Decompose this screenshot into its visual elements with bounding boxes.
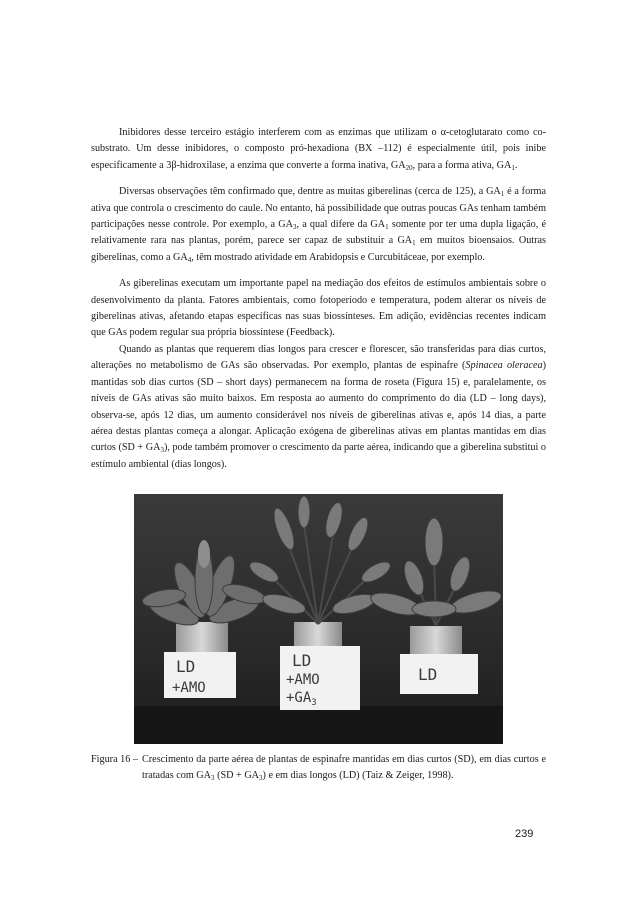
svg-text:+AMO: +AMO (172, 680, 206, 696)
body-text (91, 125, 546, 483)
spinach-photo-drawing (134, 494, 503, 744)
paragraph-spinach: Quando as plantas que requerem dias longos para crescer e florescer, são transferidas para dias curtos, alterações no metabolismo de GAs são observadas. Por exemplo, plantas de espinafre (Spinacea oleracea) mantidas sob dias curtos (SD – short days) permanecem na forma de roseta (Figura 15) e, paralelamente, os níveis de GAs ativas são muito baixos. Em resposta ao aumento do comprimento do dia (LD – long days), observa-se, após 12 dias, um aumento considerável nos níveis de giberelinas ativas e, após 14 dias, a parte aérea destas plantas começa a alongar. Aplicação exógena de giberelinas ativas em plantas mantidas em dias curtos $(SD + GA_3)$, pode também promover o crescimento da parte aérea, indicando que a giberelina substitui o estímulo ambiental (dias longos). (91, 343, 546, 470)
svg-text:LD: LD (292, 651, 312, 670)
paragraph-environment: As giberelinas executam um importante papel na mediação dos efeitos de estímulos ambientais sobre o desenvolvimento da planta. Fatores ambientais, como fotoperíodo e temperatura, podem alterar os níveis de giberelinas ativas, afetando etapas específicas nas suas biossínteses. Em adição, evidências recentes indicam que GAs podem regular sua própria biossíntese (Feedback). (91, 278, 546, 339)
paragraph-ga1: Diversas observações têm confirmado que, dentre as muitas giberelinas (cerca de 125), a $GA_1$ é a forma ativa que controla o crescimento do caule. No entanto, há possibilidade que outras poucas GAs tenham também participações nesse controle. Por exemplo, a $GA_3$, a qual difere da $GA_1$ somente por ter uma dupla ligação, é relativamente rara nas plantas, porém, parece ser capaz de substituir a $GA_1$ em muitos bioensaios. Outras giberelinas, como a $GA_4$, têm mostrado atividade em Arabidopsis e Curcubitáceae, por exemplo. (91, 186, 546, 264)
label-card-ld (400, 654, 478, 694)
label-card-ld-amo-ga3 (280, 646, 360, 710)
caption-text: Crescimento da parte aérea de plantas de espinafre mantidas em dias curtos (SD), em dias curtos e tratadas com $GA_3$ $(SD + GA_3)$ e em dias longos (LD) (Taiz & Zeiger, 1998). (141, 754, 546, 783)
spinach-photo (134, 494, 503, 744)
svg-text:LD: LD (176, 657, 196, 676)
figure-caption (91, 752, 546, 785)
caption-label: Figura 16 – (91, 754, 138, 765)
page-number: 239 (515, 828, 534, 840)
label-card-ld-amo (164, 652, 236, 698)
paragraph-inhibitors: Inibidores desse terceiro estágio interferem com as enzimas que utilizam o α-cetoglutarato como co-substrato. Um desse inibidores, o composto pró-hexadiona (BX –112) é especialmente útil, pois inibe especificamente a 3β-hidroxilase, a enzima que converte a forma inativa, $GA_{20}$, para a forma ativa, $GA_1$. (91, 127, 546, 172)
svg-text:+GA3: $+GA_3$ (286, 690, 317, 708)
svg-text:+AMO: +AMO (286, 672, 320, 688)
svg-text:LD: LD (418, 665, 438, 684)
